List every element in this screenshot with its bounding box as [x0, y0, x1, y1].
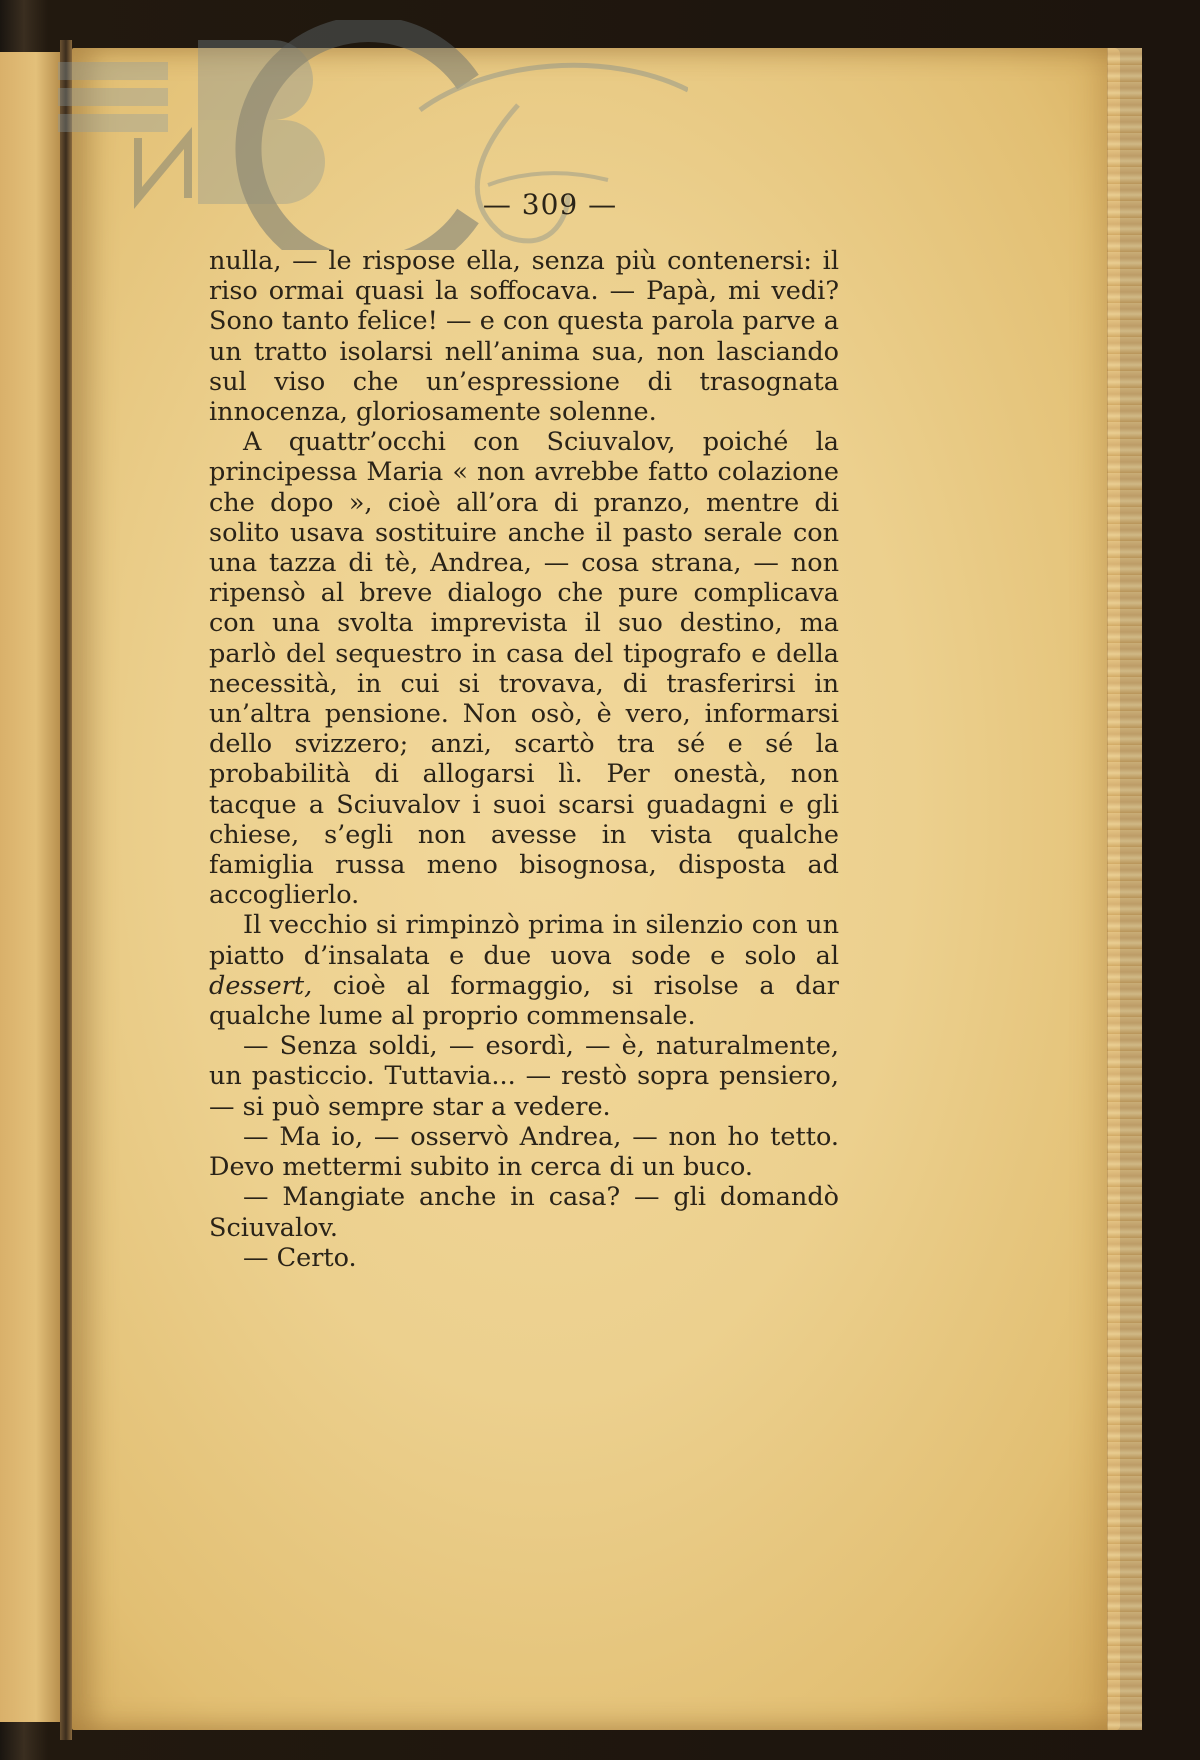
- dialogue-line: — Senza soldi, — esordì, — è, naturalmente, un pasticcio. Tuttavia... — restò sopra pensiero, — si può sempre star a vedere.: [209, 1031, 839, 1122]
- body-text: [209, 246, 839, 1273]
- italic-word: dessert,: [209, 970, 313, 1001]
- dialogue-line: — Certo.: [243, 1242, 357, 1273]
- book-gutter: [60, 40, 72, 1740]
- paragraph-text: Il vecchio si rimpinzò prima in silenzio con un piatto d’insalata e due uova sode e solo al: [209, 910, 839, 971]
- paragraph: nulla, — le rispose ella, senza più contenersi: il riso ormai quasi la soffocava. — Papà, mi vedi? Sono tanto felice! — e con questa parola parve a un tratto isolarsi nell’anima sua, non lasciando sul viso che un’espressione di trasognata innocenza, gloriosamente solenne.: [209, 246, 839, 428]
- page-fore-edge: [1107, 48, 1142, 1730]
- paragraph-text: cioè al formaggio, si risolse a dar qualche lume al proprio commensale.: [209, 970, 839, 1032]
- paragraph: A quattr’occhi con Sciuvalov, poiché la principessa Maria « non avrebbe fatto colazione che dopo », cioè all’ora di pranzo, mentre di solito usava sostituire anche il pasto serale con una tazza di tè, Andrea, — cosa strana, — non ripensò al breve dialogo che pure complicava con una svolta imprevista il suo destino, ma parlò del sequestro in casa del tipografo e della necessità, in cui si trovava, di trasferirsi in un’altra pensione. Non osò, è vero, informarsi dello svizzero; anzi, scartò tra sé e sé la probabilità di allogarsi lì. Per onestà, non tacque a Sciuvalov i suoi scarsi guadagni e gli chiese, s’egli non avesse in vista qualche famiglia russa meno bisognosa, disposta ad accoglierlo.: [209, 427, 839, 911]
- page-number: — 309 —: [482, 188, 618, 221]
- paragraph: [209, 910, 839, 1031]
- left-page-edge: [0, 52, 63, 1722]
- dialogue-line: — Ma io, — osservò Andrea, — non ho tetto. Devo mettermi subito in cerca di un buco.: [209, 1121, 839, 1183]
- dialogue-line: — Mangiate anche in casa? — gli domandò Sciuvalov.: [209, 1182, 839, 1243]
